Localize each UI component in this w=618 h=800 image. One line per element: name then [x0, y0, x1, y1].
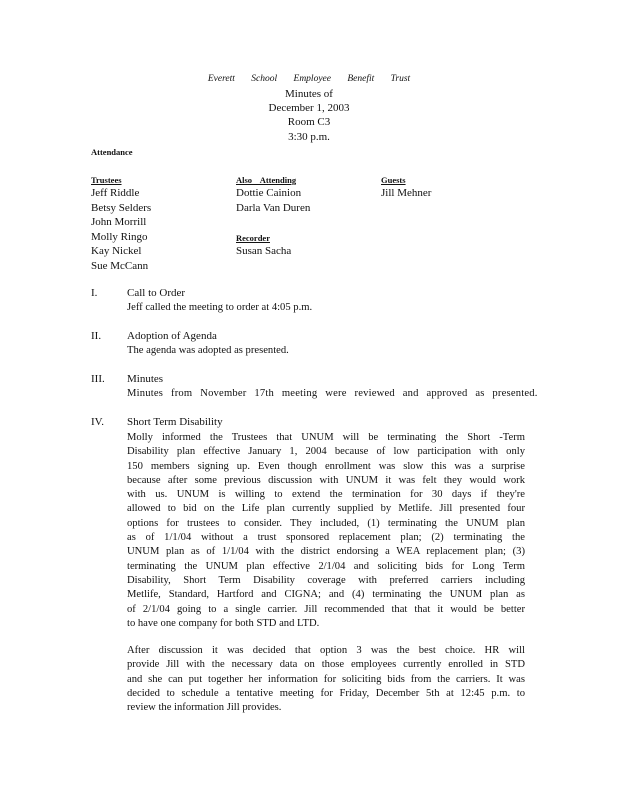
paragraph-line: and she can put together her information for soliciting bids from the carriers. It was	[127, 673, 525, 685]
paragraph-line: options for trustees to consider. They included, (1) terminating the UNUM plan	[127, 517, 525, 529]
paragraph-line: Molly informed the Trustees that UNUM will be terminating the Short -Term	[127, 432, 525, 443]
also-attending-heading: Also Attending	[236, 175, 297, 185]
section-title: Short Term Disability	[127, 416, 223, 428]
paragraph-line: After discussion it was decided that option 3 was the best choice. HR will	[127, 645, 525, 656]
paragraph-line: 150 members signing up. Even though enrollment was slow this was a surprise	[127, 460, 525, 472]
trustee-name: Molly Ringo	[91, 230, 148, 243]
section-title: Minutes	[127, 373, 164, 385]
recorder-column	[236, 232, 291, 259]
short-term-disability-paragraph	[127, 431, 525, 631]
guest-name: Jill Mehner	[381, 187, 432, 199]
recorder-heading: Recorder	[236, 233, 270, 243]
section-text: Jeff called the meeting to order at 4:05 p.m.	[127, 302, 313, 313]
also-attending-name: Dottie Cainion	[236, 187, 302, 199]
recorder-name: Susan Sacha	[236, 245, 292, 257]
also-attending-column	[236, 174, 316, 215]
paragraph-line: terminating the UNUM plan effective 2/1/04 and soliciting bids for Long Term	[127, 560, 525, 572]
paragraph-line: provide Jill with the necessary data on those employees currently enrolled in STD	[127, 659, 525, 671]
attendance-label: Attendance	[91, 147, 133, 157]
guests-heading: Guests	[381, 175, 406, 185]
section-number: IV.	[91, 416, 104, 428]
paragraph-line: Metlife, Standard, Hartford and CIGNA; and (4) terminating the UNUM plan as	[127, 589, 525, 601]
section-text: The agenda was adopted as presented.	[127, 345, 289, 356]
paragraph-line: because after some previous discussion with UNUM it was felt they would work	[127, 474, 525, 486]
trustee-name: Betsy Selders	[91, 201, 152, 214]
section-number: III.	[91, 373, 105, 385]
paragraph-line: UNUM plan as of 1/1/04 with the district endorsing a WEA replacement plan; (3)	[127, 546, 525, 558]
trustee-name: John Morrill	[91, 216, 147, 229]
meeting-room: Room C3	[287, 116, 331, 128]
trustee-name: Jeff Riddle	[91, 187, 140, 199]
trustees-heading: Trustees	[91, 175, 122, 185]
section-title: Adoption of Agenda	[127, 330, 217, 342]
section-number: II.	[91, 330, 102, 342]
guests-column	[381, 174, 431, 201]
paragraph-line: decided to schedule a tentative meeting for Friday, December 5th at 12:45 p.m. to	[127, 687, 525, 699]
meeting-date: December 1, 2003	[268, 102, 350, 114]
section-text: Minutes from November 17th meeting were reviewed and approved as presented.	[127, 388, 538, 399]
paragraph-line: as of 1/1/04 without a trust sponsored replacement plan; (2) terminating the	[127, 532, 525, 544]
section-title: Call to Order	[127, 287, 186, 299]
trustee-name: Sue McCann	[91, 259, 149, 272]
paragraph-line: to have one company for both STD and LTD.	[127, 617, 320, 629]
meeting-time: 3:30 p.m.	[288, 131, 330, 143]
paragraph-line: with us. UNUM is willing to extend the termination for 30 days if they're	[127, 489, 525, 501]
decision-paragraph	[127, 644, 525, 715]
section-number: I.	[91, 287, 98, 299]
paragraph-line: Disability, Short Term Disability coverage with preferred carriers including	[127, 574, 525, 586]
document-title: Everett School Employee Benefit Trust	[207, 74, 411, 84]
also-attending-name: Darla Van Duren	[236, 201, 311, 214]
minutes-of-line: Minutes of	[285, 88, 333, 100]
trustee-name: Kay Nickel	[91, 245, 142, 258]
paragraph-line: allowed to bid on the Life plan currently supplied by Metlife. Jill presented four	[127, 503, 525, 515]
paragraph-line: review the information Jill provides.	[127, 702, 282, 714]
paragraph-line: Disability plan effective January 1, 2004 because of low participation with only	[127, 446, 525, 458]
paragraph-line: of 2/1/04 going to a single carrier. Jill recommended that that it would be better	[127, 603, 525, 615]
trustees-column	[91, 174, 151, 274]
